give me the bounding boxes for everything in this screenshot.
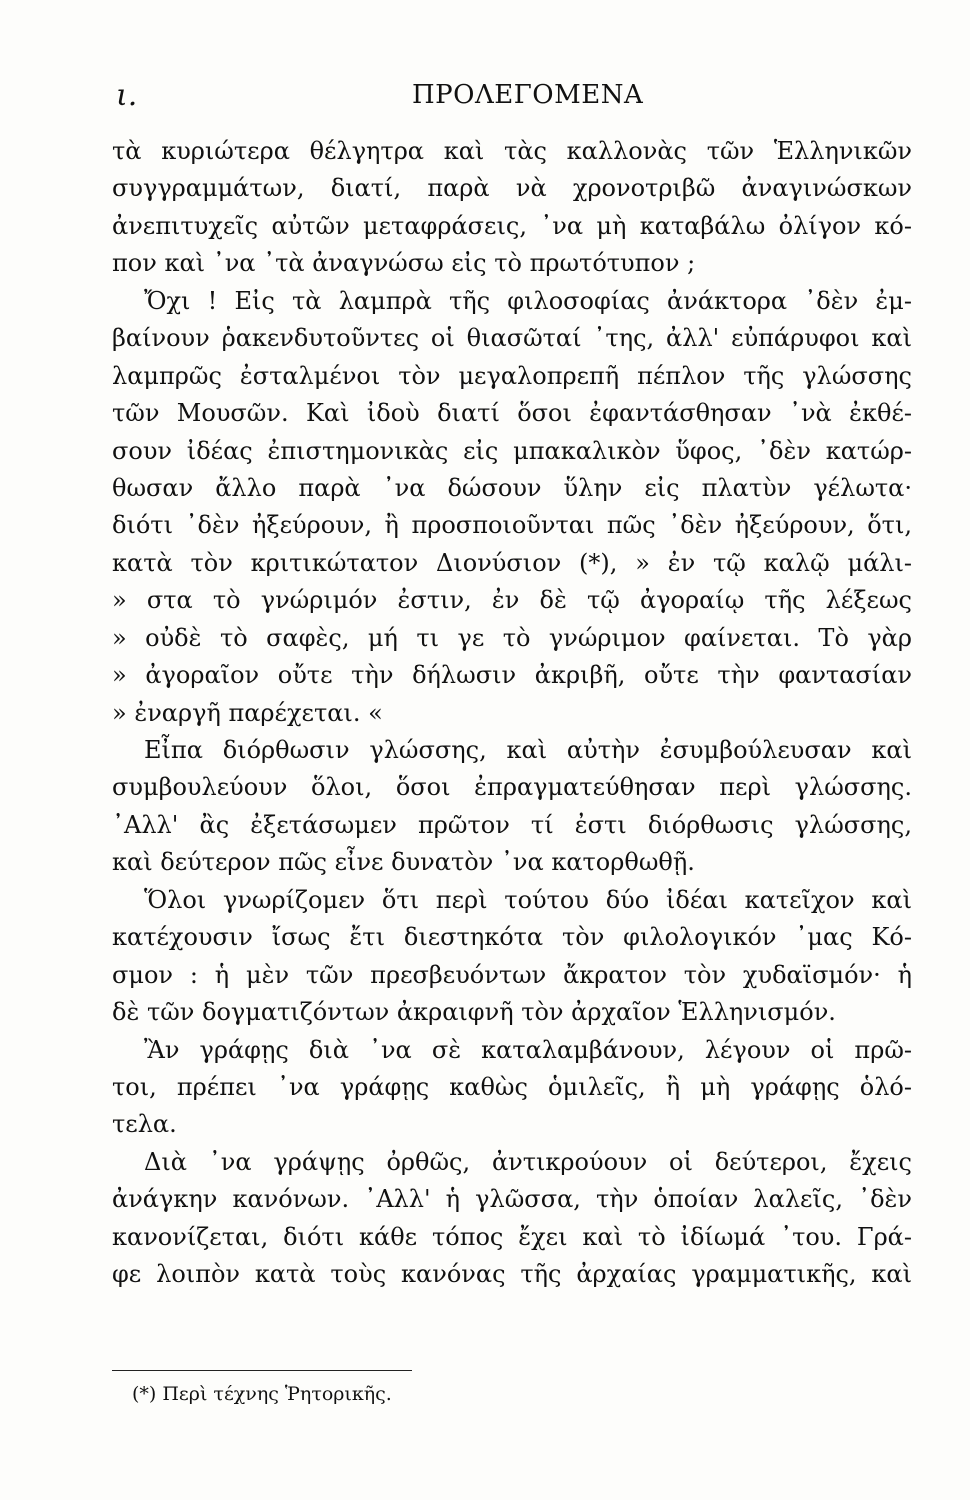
footnote: (*) Περὶ τέχνης Ῥητορικῆς. (132, 1383, 392, 1405)
text-line: φε λοιπὸν κατὰ τοὺς κανόνας τῆς ἀρχαίας γραμματικῆς, καὶ (112, 1260, 912, 1289)
text-line: συμβουλεύουν ὅλοι, ὅσοι ἐπραγματεύθησαν περὶ γλώσσης. (112, 773, 912, 802)
text-line: καὶ δεύτερον πῶς εἶνε δυνατὸν ᾿να κατορθωθῇ. (112, 848, 695, 877)
text-line: ἀνάγκην κανόνων. ᾿Αλλ' ἡ γλῶσσα, τὴν ὁποίαν λαλεῖς, ᾿δὲν (112, 1185, 912, 1214)
text-line: Διὰ ᾿να γράψῃς ὀρθῶς, ἀντικρούουν οἱ δεύτεροι, ἔχεις (144, 1147, 912, 1176)
text-line: κατέχουσιν ἴσως ἔτι διεστηκότα τὸν φιλολογικόν ᾿μας Κό- (112, 923, 912, 952)
page-header (112, 78, 912, 114)
text-line: Ὄχι ! Εἰς τὰ λαμπρὰ τῆς φιλοσοφίας ἀνάκτορα ᾿δὲν ἐμ- (144, 286, 912, 315)
text-line: τοι, πρέπει ᾿να γράφῃς καθὼς ὁμιλεῖς, ἢ μὴ γράφῃς ὁλό- (112, 1072, 912, 1101)
text-line: λαμπρῶς ἐσταλμένοι τὸν μεγαλοπρεπῆ πέπλον τῆς γλώσσης (112, 361, 912, 390)
text-line: τὰ κυριώτερα θέλγητρα καὶ τὰς καλλονὰς τῶν Ἑλληνικῶν (112, 137, 912, 165)
text-line: σμον : ἡ μὲν τῶν πρεσβευόντων ἄκρατον τὸν χυδαϊσμόν· ἡ (112, 960, 912, 989)
text-line: συγγραμμάτων, διατί, παρὰ νὰ χρονοτριβῶ ἀναγινώσκων (112, 174, 912, 203)
running-head: ΠΡΟΛΕΓΟΜΕΝΑ (412, 80, 644, 110)
text-line: τῶν Μουσῶν. Καὶ ἰδοὺ διατί ὅσοι ἐφαντάσθησαν ᾿νὰ ἐκθέ- (112, 399, 912, 428)
text-line: » ἐναργῆ παρέχεται. « (112, 698, 383, 727)
text-line: » οὐδὲ τὸ σαφὲς, μή τι γε τὸ γνώριμον φαίνεται. Τὸ γὰρ (112, 623, 912, 652)
text-line: Εἶπα διόρθωσιν γλώσσης, καὶ αὐτὴν ἐσυμβούλευσαν καὶ (144, 736, 912, 764)
footnote-rule (112, 1370, 412, 1371)
text-line: τελα. (112, 1110, 177, 1139)
text-line: » στα τὸ γνώριμόν ἐστιν, ἐν δὲ τῷ ἀγοραίῳ τῆς λέξεως (112, 586, 912, 615)
text-line: δὲ τῶν δογματιζόντων ἀκραιφνῆ τὸν ἀρχαῖον Ἑλληνισμόν. (112, 998, 836, 1027)
text-line: κατὰ τὸν κριτικώτατον Διονύσιον (*), » ἐν τῷ καλῷ μάλι- (112, 548, 912, 577)
text-line: » ἀγοραῖον οὔτε τὴν δήλωσιν ἀκριβῆ, οὔτε τὴν φαντασίαν (112, 661, 912, 690)
body-text (112, 133, 912, 1294)
page-number: ι. (116, 78, 138, 113)
text-line: σουν ἰδέας ἐπιστημονικὰς εἰς μπακαλικὸν ὕφος, ᾿δὲν κατώρ- (112, 436, 912, 465)
text-line: βαίνουν ῥακενδυτοῦντες οἱ θιασῶταί ᾿της, ἀλλ' εὐπάρυφοι καὶ (112, 324, 912, 353)
text-line: Ἂν γράφῃς διὰ ᾿να σὲ καταλαμβάνουν, λέγουν οἱ πρῶ- (144, 1035, 912, 1064)
text-line: πον καὶ ᾿να ᾿τὰ ἀναγνώσω εἰς τὸ πρωτότυπον ; (112, 249, 696, 278)
text-line: διότι ᾿δὲν ἠξεύρουν, ἢ προσποιοῦνται πῶς ᾿δὲν ἠξεύρουν, ὅτι, (112, 511, 912, 540)
text-line: θωσαν ἄλλο παρὰ ᾿να δώσουν ὕλην εἰς πλατὺν γέλωτα· (112, 473, 912, 502)
text-line: ᾿Αλλ' ἂς ἐξετάσωμεν πρῶτον τί ἐστι διόρθωσις γλώσσης, (112, 810, 912, 839)
text-line: κανονίζεται, διότι κάθε τόπος ἔχει καὶ τὸ ἰδίωμά ᾿του. Γρά- (112, 1222, 912, 1251)
text-line: Ὅλοι γνωρίζομεν ὅτι περὶ τούτου δύο ἰδέαι κατεῖχον καὶ (144, 885, 912, 914)
text-line: ἀνεπιτυχεῖς αὐτῶν μεταφράσεις, ᾿να μὴ καταβάλω ὀλίγον κό- (112, 211, 912, 240)
